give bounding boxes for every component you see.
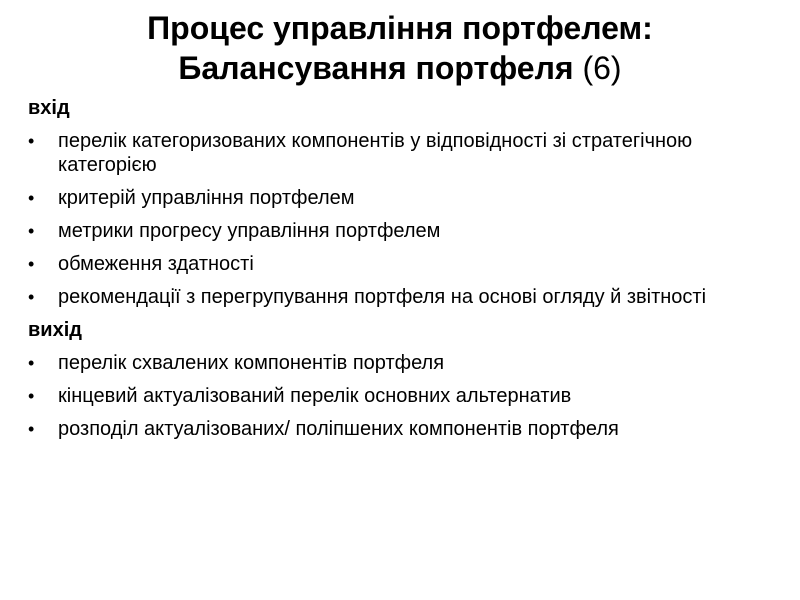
bullet-icon: • xyxy=(28,221,35,241)
bullet-icon: • xyxy=(28,419,35,439)
bullet-icon: • xyxy=(28,254,35,274)
output-item-text: розподіл актуалізованих/ поліпшених компонентів портфеля xyxy=(58,418,619,440)
bullet-icon: • xyxy=(28,131,35,151)
input-list-item xyxy=(28,219,768,243)
output-list-item xyxy=(28,417,768,441)
title-line-2-suffix: (6) xyxy=(573,50,622,86)
bullet-icon: • xyxy=(28,188,35,208)
output-list-item xyxy=(28,384,768,408)
input-list xyxy=(28,129,768,309)
output-item-text: кінцевий актуалізований перелік основних альтернатив xyxy=(58,385,572,407)
bullet-icon: • xyxy=(28,386,35,406)
input-list-item xyxy=(28,186,768,210)
output-heading: вихід xyxy=(28,319,82,341)
input-item-text: перелік категоризованих компонентів у відповідності зі стратегічною категорією xyxy=(58,130,693,176)
input-heading: вхід xyxy=(28,97,70,119)
slide-content xyxy=(28,96,768,450)
title-line-2-main: Балансування портфеля xyxy=(178,50,574,86)
input-item-text: критерій управління портфелем xyxy=(58,187,355,209)
input-item-text: обмеження здатності xyxy=(58,253,254,275)
input-item-text: рекомендації з перегрупування портфеля на основі огляду й звітності xyxy=(58,286,707,308)
output-item-text: перелік схвалених компонентів портфеля xyxy=(58,352,445,374)
output-list xyxy=(28,351,768,441)
input-list-item xyxy=(28,129,768,177)
slide-title xyxy=(40,8,760,88)
input-list-item xyxy=(28,252,768,276)
input-list-item xyxy=(28,285,768,309)
title-line-2 xyxy=(40,48,760,88)
input-item-text: метрики прогресу управління портфелем xyxy=(58,220,441,242)
output-list-item xyxy=(28,351,768,375)
title-line-1: Процес управління портфелем: xyxy=(147,10,653,46)
bullet-icon: • xyxy=(28,287,35,307)
bullet-icon: • xyxy=(28,353,35,373)
